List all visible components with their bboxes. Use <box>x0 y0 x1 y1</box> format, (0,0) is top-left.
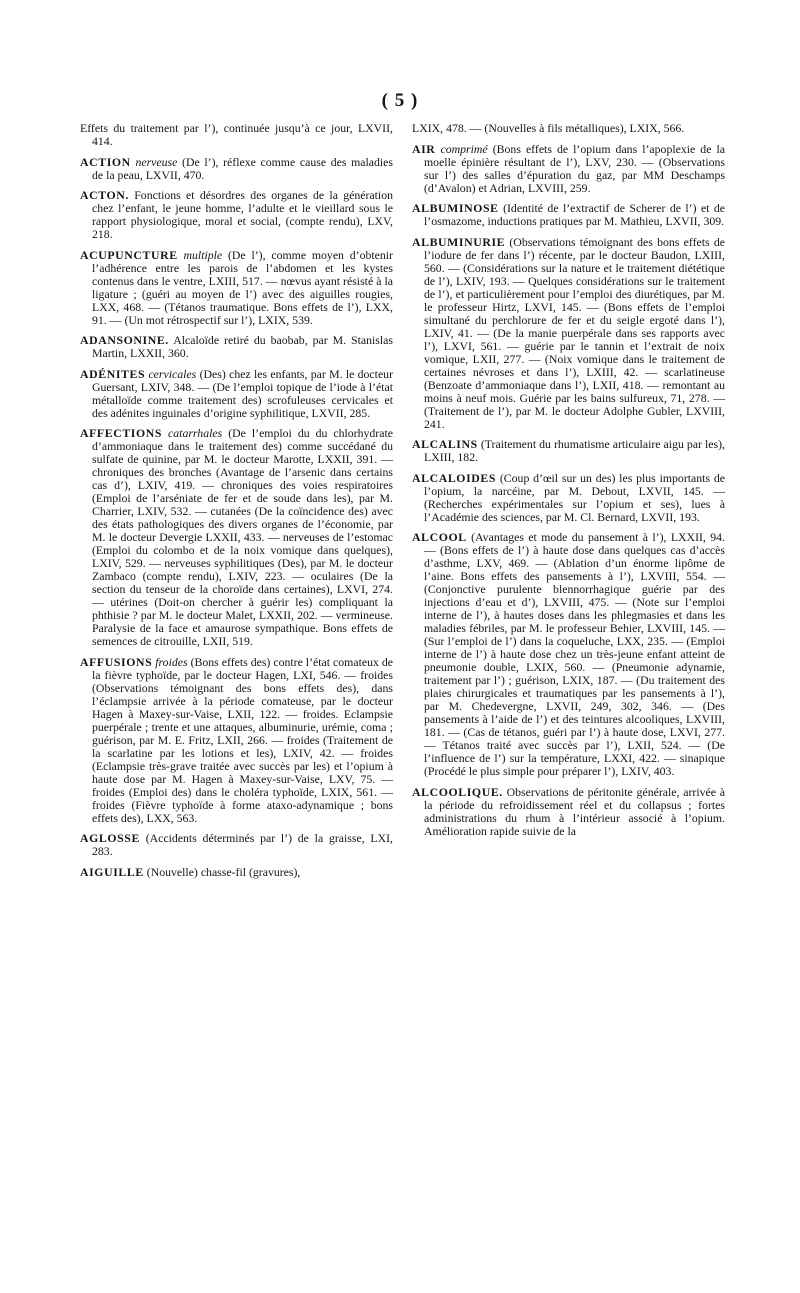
index-entry: Effets du traitement par l’), continuée jusqu’à ce jour, LXVII, 414. <box>80 121 393 148</box>
index-entry: AIGUILLE (Nouvelle) chasse-fil (gravures), <box>80 864 301 879</box>
index-entry: AIR comprimé (Bons effets de l’opium dans l’apoplexie de la moelle épinière résultant de l’), LXV, 230. — (Observations sur l’) des salles d’épuration du gaz, par MM Deschamps (d’Avalon) et Adrian, LXVIII, 259. <box>412 141 726 195</box>
index-entry: ADANSONINE. Alcaloïde retiré du baobab, par M. Stanislas Martin, LXXII, 360. <box>80 333 393 360</box>
right-column <box>412 122 725 845</box>
index-entry: AGLOSSE (Accidents déterminés par l’) de la graisse, LXI, 283. <box>80 831 394 858</box>
index-entry: ALBUMINOSE (Identité de l’extractif de Scherer de l’) et de l’osmazome, inductions pratiques par M. Mathieu, LXVII, 309. <box>412 201 726 228</box>
index-entry: AFFUSIONS froides (Bons effets des) contre l’état comateux de la fièvre typhoïde, par le docteur Hagen, LXI, 546. — froides (Observations témoignant des bons effets des), dans l’éclampsie arrivée à la période comateuse, par le docteur Hagen à Maxey-sur-Vaise, LXII, 122. — froides. Eclampsie puerpérale ; trente et une attaques, albuminurie, urémie, coma ; guérison, par M. E. Fritz, LXII, 266. — froides (Traitement de la scarlatine par les lotions et les), LXIV, 42. — froides (Eclampsie très-grave traitée avec succès par les) et l’opium à haute dose par M. Hagen à Maxey-sur-Vaise, LXV, 75. — froides (Emploi des) dans le choléra typhoïde, LXIX, 561. — froides (Fièvre typhoïde à forme ataxo-adynamique ; bons effets des), LXX, 563. <box>80 654 393 825</box>
index-entry: AFFECTIONS catarrhales (De l’emploi du du chlorhydrate d’ammoniaque dans le traitement des) comme succédané du sulfate de quinine, par M. le docteur Marotte, LXXII, 391. — chroniques des bronches (Avantage de l’arsenic dans certains cas d’), LXIV, 419. — chroniques des voies respiratoires (Emploi de l’arséniate de fer et de soude dans les), par M. Charrier, LXIV, 532. — cutanées (De la coïncidence des) avec des états pathologiques des divers organes de l’économie, par M. le docteur Devergie LXXII, 433. — nerveuses de l’estomac (Emploi du colombo et de la noix vomique dans quelques), LXIV, 529. — nerveuses syphilitiques (Des), par M. le docteur Zambaco (compte rendu), LXIV, 223. — oculaires (De la section du tenseur de la choroïde dans certaines), LXVI, 274. — utérines (Doit-on chercher à guérir les) compliquant la phthisie ? par M. le docteur Malet, LXXII, 202. — vermineuse. Paralysie de la face et amaurose sympathique. Bons effets de semences de citrouille, LXII, 519. <box>80 426 393 648</box>
index-entry: ALCOOL (Avantages et mode du pansement à l’), LXXII, 94. — (Bons effets de l’) à haute dose dans quelques cas d’accès d’asthme, LXV, 469. — (Ablation d’un énorme lipôme de l’aine. Bons effets des pansements à l’), LXVIII, 554. — (Conjonctive purulente blennorrhagique guérie par des injections d’eau et d’), LXVIII, 475. — (Note sur l’emploi interne de l’), à hautes doses dans les phlegmasies et dans les maladies fébriles, par M. le professeur Behier, LXVIII, 145. — (Sur l’emploi de l’) dans la coqueluche, LXX, 235. — (Emploi interne de l’) à haute dose chez un très-jeune enfant atteint de pneumonie double, LXIX, 560. — (Pneumonie adynamie, traitement par l’) ; guérison, LXIX, 187. — (Du traitement des plaies chirurgicales et traumatiques par les pansements à l’), par M. Chedevergne, LXVII, 249, 302, 346. — (Des pansements à l’aide de l’) et des teintures alcooliques, LXVIII, 181. — (Cas de tétanos, guéri par l’) à haute dose, LXVI, 277. — Tétanos traité avec succès par l’), LXII, 524. — (De l’influence de l’) sur la température, LXXI, 422. — sinapique (Procédé le plus simple pour préparer l’), LXIV, 403. <box>412 530 725 778</box>
index-entry: ACUPUNCTURE multiple (De l’), comme moyen d’obtenir l’adhérence entre les parois de l’abdomen et les kystes contenus dans le ventre, LXIII, 517. — nœvus ayant résisté à la ligature ; (guéri au moyen de l’) avec des aiguilles rougies, LXX, 468. — (Tétanos traumatique. Bons effets de l’), LXX, 91. — (Un mot rétrospectif sur l’), LXIX, 539. <box>80 247 393 327</box>
index-entry: ALBUMINURIE (Observations témoignant des bons effets de l’iodure de fer dans l’) récente, par le docteur Baudon, LXIII, 560. — (Considérations sur la nature et le traitement diététique de l’), LXIV, 193. — Quelques considérations sur le traitement de l’), et particulièrement pour l’emploi des diurétiques, par M. le professeur Hirtz, LXVI, 145. — (Bons effets de l’emploi simultané du perchlorure de fer et du seigle ergoté dans l’), LXIV, 41. — (De la manie puerpérale dans ses rapports avec l’), LXVI, 561. — guérie par le tannin et l’extrait de noix vomique, LXII, 277. — (Noix vomique dans le traitement de certaines névroses et dans l’), LXIII, 42. — scarlatineuse (Benzoate d’ammoniaque dans l’), LXII, 418. — remontant au moins à neuf mois. Guérie par les bains sulfureux, 71, 278. — (Traitement de l’), par M. le docteur Adolphe Gubler, LXVIII, 241. <box>412 234 725 431</box>
index-entry: ALCALINS (Traitement du rhumatisme articulaire aigu par les), LXIII, 182. <box>412 437 725 464</box>
index-entry: ACTON. Fonctions et désordres des organes de la génération chez l’enfant, le jeune homme, l’adulte et le vieillard sous le rapport physiologique, moral et social, (compte rendu), LXV, 218. <box>80 188 393 241</box>
index-entry: ACTION nerveuse (De l’), réflexe comme cause des maladies de la peau, LXVII, 470. <box>80 154 394 182</box>
index-entry: ALCOOLIQUE. Observations de péritonite générale, arrivée à la période du refroidissement réel et du collapsus ; fortes administrations du rhum à l’intérieur associé à l’opium. Amélioration rapide suivie de la <box>412 784 725 838</box>
page-number: ( 5 ) <box>381 90 419 111</box>
left-column <box>80 122 393 886</box>
index-entry: ADÉNITES cervicales (Des) chez les enfants, par M. le docteur Guersant, LXIV, 348. — (De l’emploi topique de l’iode à l’état métalloïde comme traitement des) scrofuleuses cervicales et des adénites inguinales d’origine syphilitique, LXVII, 285. <box>80 366 394 420</box>
index-entry: LXIX, 478. — (Nouvelles à fils métalliques), LXIX, 566. <box>412 121 685 135</box>
index-entry: ALCALOIDES (Coup d’œil sur un des) les plus importants de l’opium, la narcéine, par M. Debout, LXVII, 145. — (Recherches expérimentales sur l’opium et ses), lues à l’Académie des sciences, par M. Cl. Bernard, LXVII, 193. <box>412 470 725 524</box>
